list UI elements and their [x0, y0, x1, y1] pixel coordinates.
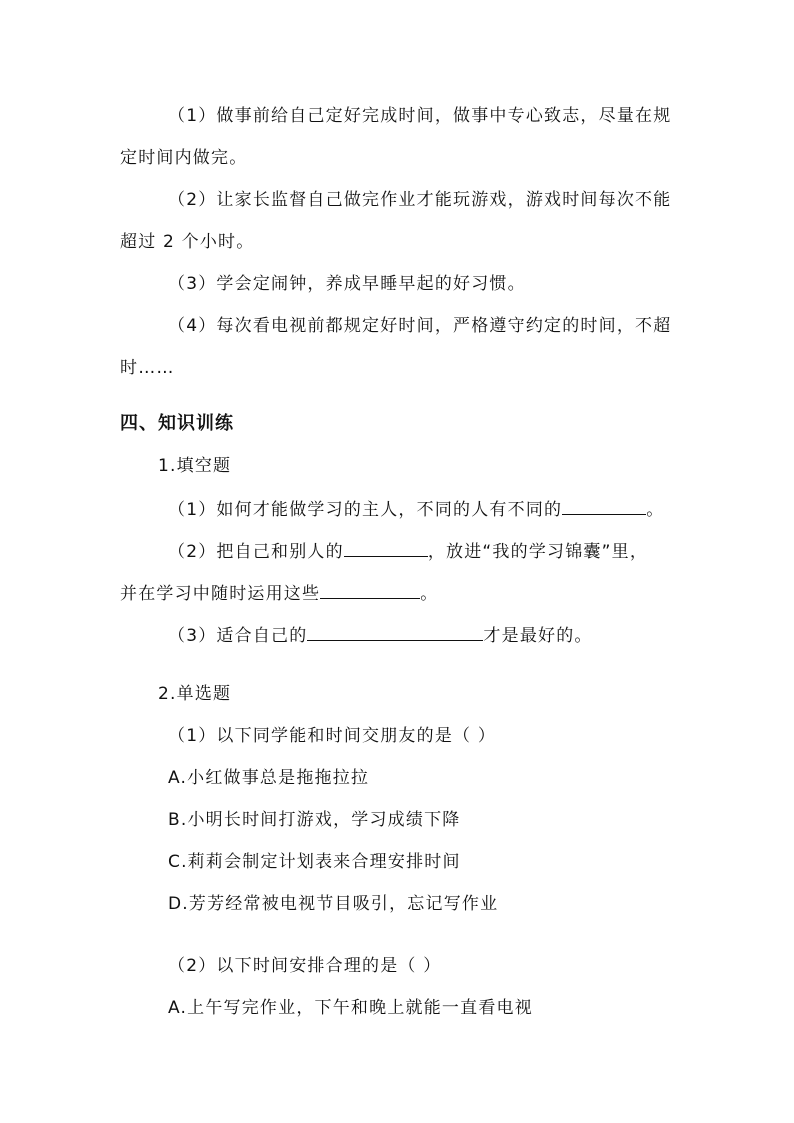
answer-blank-1[interactable] — [562, 496, 646, 515]
suggestion-1-line-1: （1）做事前给自己定好完成时间，做事中专心致志，尽量在规 — [168, 106, 672, 126]
suggestion-1-line-2: 定时间内做完。 — [120, 148, 248, 168]
fill-blank-q2-text: （2）把自己和别人的 — [168, 542, 344, 562]
choice-q1-option-a[interactable]: A.小红做事总是拖拖拉拉 — [168, 768, 370, 788]
fill-blank-q3 — [168, 622, 593, 648]
choice-q1-option-b[interactable]: B.小明长时间打游戏，学习成绩下降 — [168, 810, 461, 830]
choice-q1-option-c[interactable]: C.莉莉会制定计划表来合理安排时间 — [168, 852, 461, 872]
fill-blank-q1-end: 。 — [646, 500, 665, 520]
choice-q1-option-d[interactable]: D.芳芳经常被电视节目吸引，忘记写作业 — [168, 894, 499, 914]
fill-blank-q2-line-2 — [120, 580, 438, 606]
suggestion-2-line-1: （2）让家长监督自己做完作业才能玩游戏，游戏时间每次不能 — [168, 190, 672, 210]
fill-blank-q1 — [168, 496, 664, 522]
fill-blank-title: 1.填空题 — [158, 456, 232, 476]
choice-q1-stem: （1）以下同学能和时间交朋友的是（ ） — [168, 726, 497, 746]
fill-blank-q2-middle: ，放进“我的学习锦囊”里， — [427, 542, 649, 562]
choice-q2-option-a[interactable]: A.上午写完作业，下午和晚上就能一直看电视 — [168, 998, 533, 1018]
section-heading: 四、知识训练 — [120, 413, 234, 434]
fill-blank-q2-line2-text: 并在学习中随时运用这些 — [120, 584, 321, 604]
suggestion-2-line-2: 超过 2 个小时。 — [120, 232, 255, 252]
suggestion-4-line-2: 时…… — [120, 358, 175, 378]
fill-blank-q3-text: （3）适合自己的 — [168, 626, 308, 646]
choice-q2-stem: （2）以下时间安排合理的是（ ） — [168, 956, 442, 976]
suggestion-3-line-1: （3）学会定闹钟，养成早睡早起的好习惯。 — [168, 274, 526, 294]
answer-blank-4[interactable] — [307, 622, 483, 641]
suggestion-4-line-1: （4）每次看电视前都规定好时间，严格遵守约定的时间，不超 — [168, 316, 672, 336]
fill-blank-q2 — [168, 538, 648, 564]
fill-blank-q2-end: 。 — [420, 584, 439, 604]
answer-blank-2[interactable] — [344, 538, 428, 557]
fill-blank-q1-text: （1）如何才能做学习的主人，不同的人有不同的 — [168, 500, 563, 520]
fill-blank-q3-end: 才是最好的。 — [483, 626, 593, 646]
single-choice-title: 2.单选题 — [158, 684, 232, 704]
answer-blank-3[interactable] — [320, 580, 420, 599]
